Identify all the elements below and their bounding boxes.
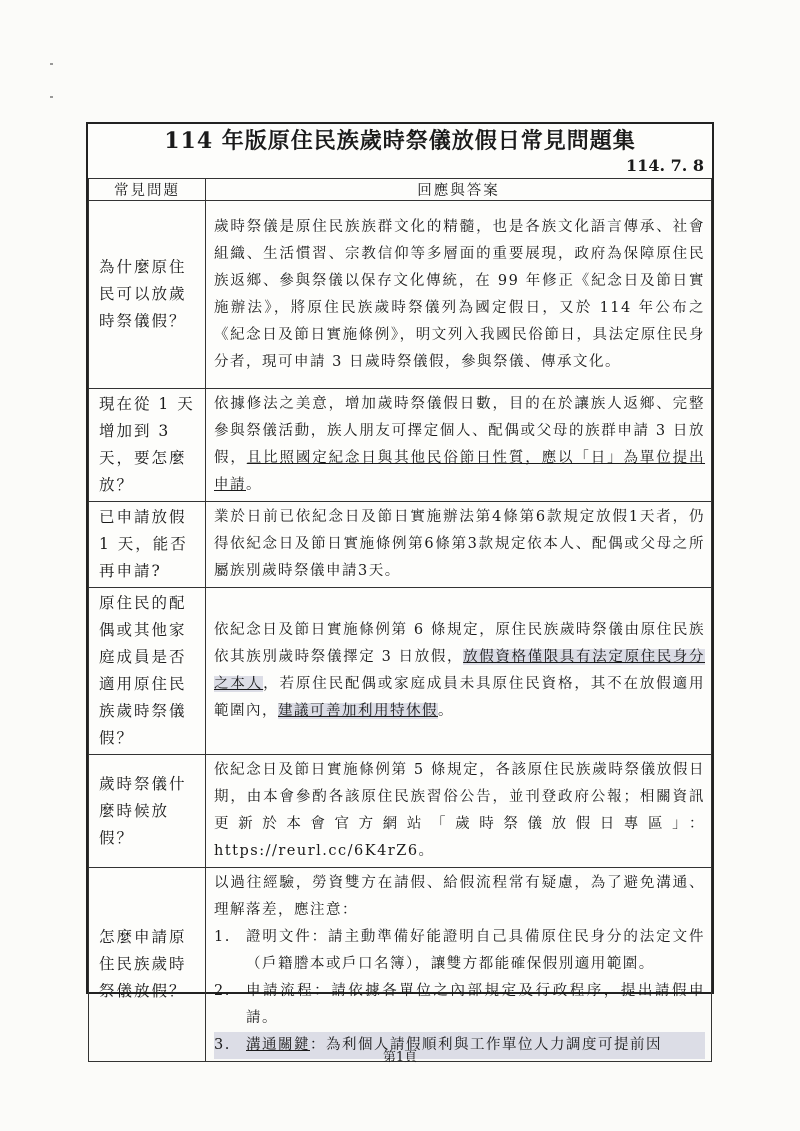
table-row bbox=[89, 502, 712, 588]
answer-text: 依據修法之美意，增加歲時祭儀假日數，目的在於讓族人返鄉、完整參與祭儀活動，族人朋友可擇定個人、配偶或父母的族群申請 3 日放假， bbox=[214, 396, 705, 466]
table-row bbox=[89, 201, 712, 389]
faq-answer bbox=[206, 868, 712, 1062]
application-steps-list bbox=[214, 924, 705, 1059]
highlighted-answer-text: 建議可善加利用特休假 bbox=[278, 703, 438, 719]
step-label: 溝通關鍵 bbox=[246, 1037, 310, 1053]
page-number: 第1頁 bbox=[382, 1050, 418, 1065]
answer-text: 。 bbox=[438, 703, 454, 719]
answer-text: 。 bbox=[246, 477, 262, 493]
table-row bbox=[89, 389, 712, 502]
faq-answer: 歲時祭儀是原住民族族群文化的精髓，也是各族文化語言傳承、社會組織、生活慣習、宗教信仰等多層面的重要展現，政府為保障原住民族返鄉、參與祭儀以保存文化傳統，在 99 年修正《紀念日及節日實施辦法》，將原住民族歲時祭儀列為國定假日，又於 114 年公布之《紀念日及節日實施條例》，明文列入我國民俗節日，具法定原住民身分者，現可申請 3 日歲時祭儀假，參與祭儀、傳承文化。 bbox=[206, 201, 712, 389]
faq-table bbox=[88, 178, 712, 1062]
document-date: 114. 7. 8 bbox=[626, 156, 704, 175]
step-number: 1. bbox=[214, 929, 231, 945]
step-text-tail: ：為利個人請假順利與工作單位人力調度可提前因 bbox=[310, 1037, 662, 1053]
highlighted-answer-text: 放假資格僅限具有法定原住民身分之本人 bbox=[214, 649, 705, 692]
list-item bbox=[214, 924, 705, 978]
answer-text: ，若原住民配偶或家庭成員未具原住民資格，其不在放假適用範圍內， bbox=[214, 676, 706, 719]
step-number: 3. bbox=[214, 1037, 231, 1053]
step-text: 證明文件：請主動準備好能證明自己具備原住民身分的法定文件（戶籍謄本或戶口名簿），讓雙方都能確保假別適用範圍。 bbox=[246, 929, 705, 972]
underlined-answer-text: 且比照國定紀念日與其他民俗節日性質，應以「日」為單位提出申請 bbox=[214, 450, 706, 493]
faq-question: 為什麼原住民可以放歲時祭儀假？ bbox=[89, 201, 206, 389]
table-row bbox=[89, 755, 712, 868]
column-header-answer: 回應與答案 bbox=[206, 179, 712, 201]
document-title: 114 年版原住民族歲時祭儀放假日常見問題集 bbox=[164, 128, 636, 154]
step-text: 申請流程：請依據各單位之內部規定及行政程序，提出請假申請。 bbox=[246, 983, 705, 1026]
faq-answer bbox=[206, 389, 712, 502]
list-item bbox=[214, 978, 705, 1032]
faq-document bbox=[86, 122, 714, 1053]
scan-speck bbox=[50, 63, 53, 65]
table-row bbox=[89, 868, 712, 1062]
faq-question: 已申請放假 1 天，能否再申請? bbox=[89, 502, 206, 588]
faq-answer: 業於日前已依紀念日及節日實施辦法第4條第6款規定放假1天者，仍得依紀念日及節日實施條例第6條第3款規定依本人、配偶或父母之所屬族別歲時祭儀申請3天。 bbox=[206, 502, 712, 588]
faq-question: 歲時祭儀什麼時候放假？ bbox=[89, 755, 206, 868]
faq-question: 原住民的配偶或其他家庭成員是否適用原住民族歲時祭儀假？ bbox=[89, 588, 206, 755]
table-row bbox=[89, 588, 712, 755]
answer-text: 依紀念日及節日實施條例第 6 條規定，原住民族歲時祭儀由原住民族依其族別歲時祭儀擇定 3 日放假， bbox=[214, 622, 705, 665]
faq-question: 怎麼申請原住民族歲時祭儀放假？ bbox=[89, 868, 206, 1062]
faq-answer: 依紀念日及節日實施條例第 5 條規定，各該原住民族歲時祭儀放假日期，由本會參酌各該原住民族習俗公告，並刊登政府公報；相關資訊更新於本會官方網站「歲時祭儀放假日專區」：https://reurl.cc/6K4rZ6。 bbox=[206, 755, 712, 868]
column-header-question: 常見問題 bbox=[89, 179, 206, 201]
faq-answer bbox=[206, 588, 712, 755]
faq-question: 現在從 1 天增加到 3 天，要怎麼放？ bbox=[89, 389, 206, 502]
table-header-row bbox=[89, 179, 712, 201]
answer-intro: 以過往經驗，勞資雙方在請假、給假流程常有疑慮，為了避免溝通、理解落差，應注意： bbox=[214, 875, 705, 918]
scan-speck bbox=[50, 96, 53, 98]
step-number: 2. bbox=[214, 983, 231, 999]
